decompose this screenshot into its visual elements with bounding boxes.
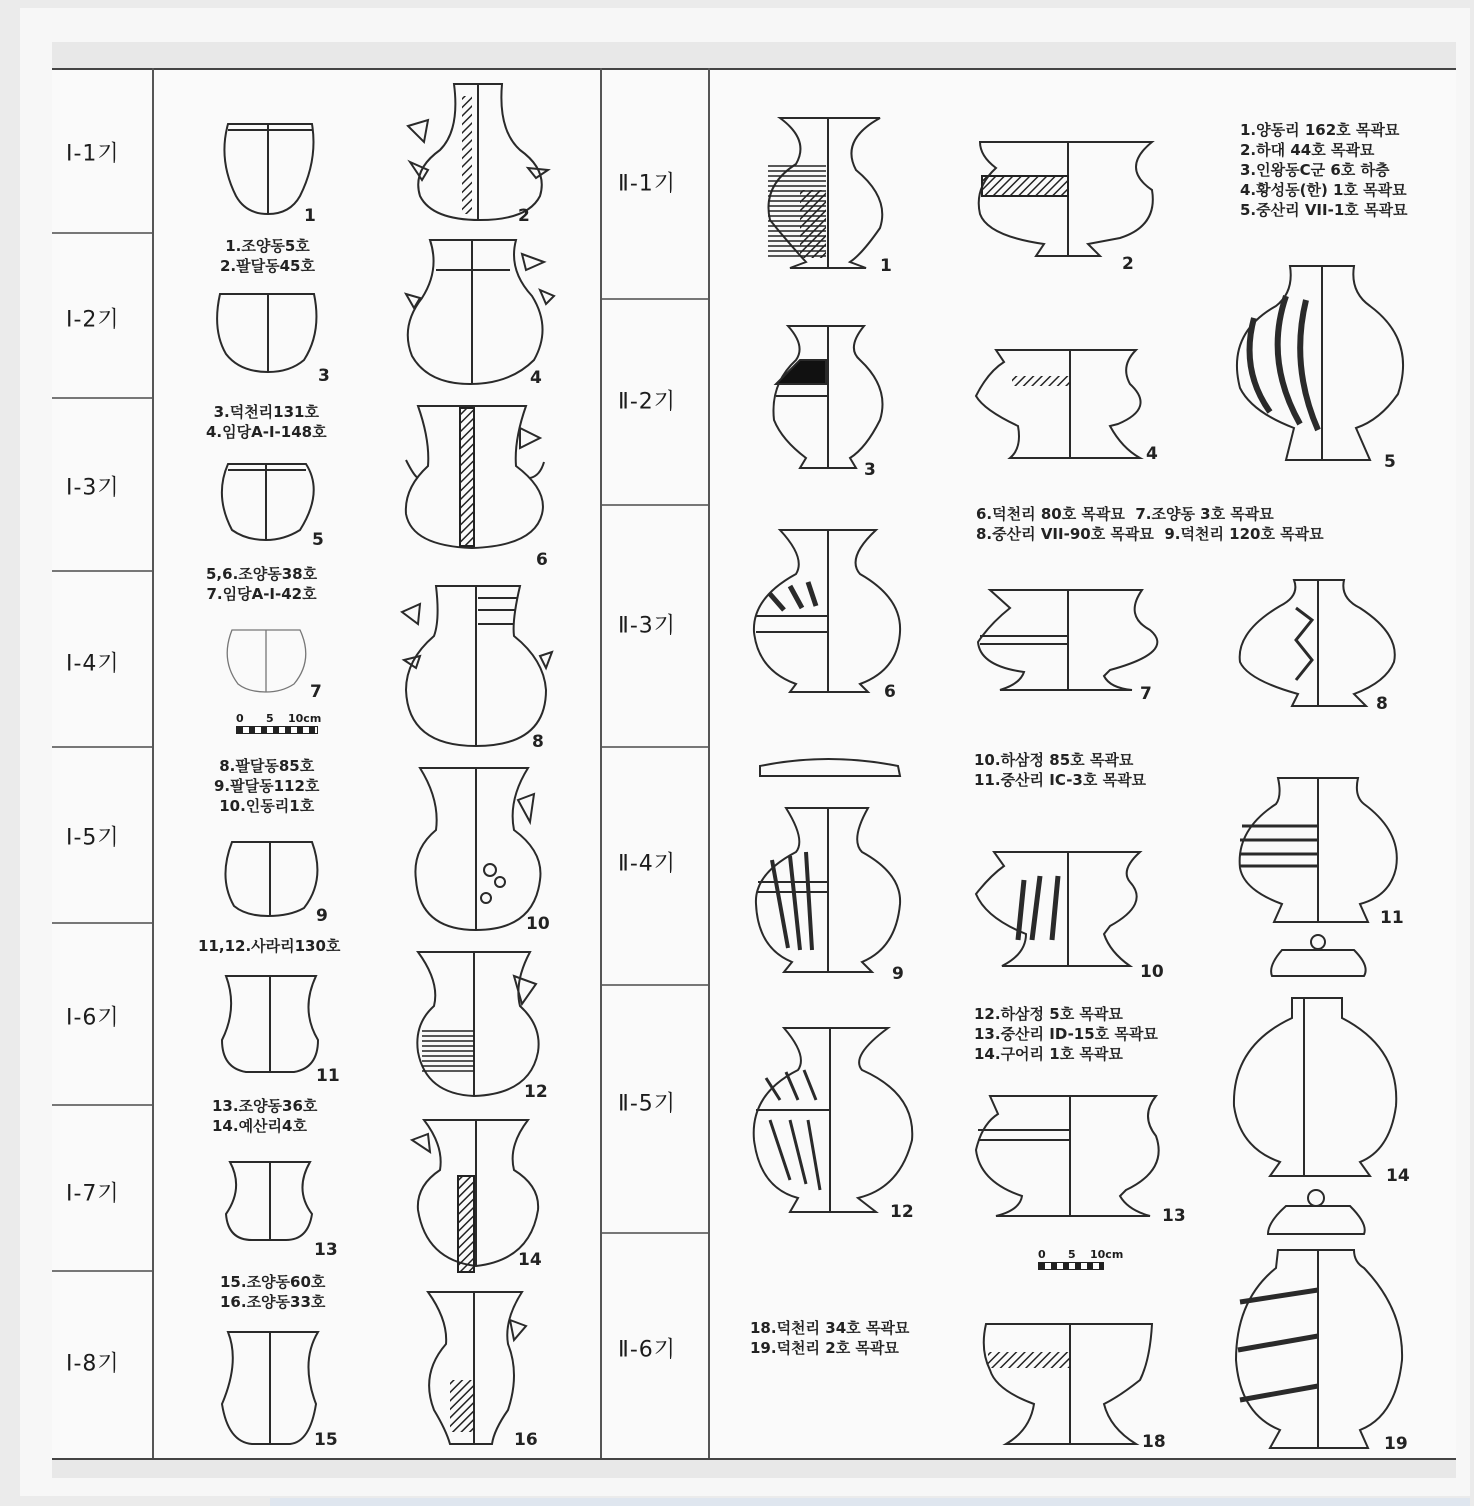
- caption: 10.하삼정 85호 목곽묘 11.중산리 IC-3호 목곽묘: [974, 751, 1147, 789]
- phase-label: Ⅰ-1기: [66, 141, 120, 167]
- caption: 3.덕천리131호 4.임당A-I-148호: [206, 403, 327, 441]
- caption: 1.조양동5호 2.팔달동45호: [220, 237, 315, 275]
- vessel-2-4: [976, 350, 1141, 458]
- phase-label: Ⅰ-6기: [66, 1005, 120, 1031]
- vessel-number: 12: [890, 1202, 914, 1222]
- vessel-number: 3: [318, 366, 330, 386]
- caption: 12.하삼정 5호 목곽묘 13.중산리 ID-15호 목곽묘 14.구어리 1호 목곽묘: [974, 1005, 1158, 1063]
- vessel-9: [225, 842, 317, 916]
- vessel-2-1: [768, 118, 882, 268]
- vessel-number: 8: [532, 732, 544, 752]
- vessel-number: 14: [518, 1250, 542, 1270]
- vessel-2: [408, 84, 548, 220]
- phase-label: Ⅱ-3기: [618, 613, 677, 639]
- vessel-number: 3: [864, 460, 876, 480]
- caption: 11,12.사라리130호: [198, 937, 341, 955]
- vessel-2-7: [978, 590, 1157, 690]
- vessel-number: 14: [1386, 1166, 1410, 1186]
- phase-label: Ⅱ-2기: [618, 389, 677, 415]
- phase-label: Ⅱ-1기: [618, 171, 677, 197]
- phase-label: Ⅱ-5기: [618, 1091, 677, 1117]
- vessel-number: 6: [884, 682, 896, 702]
- vessel-2-3: [773, 326, 882, 468]
- phase-label: Ⅰ-4기: [66, 651, 120, 677]
- vessel-2-10: [976, 852, 1140, 966]
- vessel-number: 7: [310, 682, 322, 702]
- vessel-6: [406, 406, 544, 548]
- vessel-number: 18: [1142, 1432, 1166, 1452]
- vessel-2-11: [1240, 778, 1397, 922]
- window-bottom-edge: [270, 1498, 1470, 1506]
- vessel-10: [415, 768, 540, 930]
- vessel-2-19-lid: [1268, 1190, 1365, 1234]
- vessel-number: 6: [536, 550, 548, 570]
- vessel-number: 13: [314, 1240, 338, 1260]
- vessel-2-8: [1240, 580, 1395, 706]
- vessel-2-14-lid: [1271, 935, 1366, 976]
- phase-label: Ⅱ-4기: [618, 851, 677, 877]
- phase-label: Ⅰ-8기: [66, 1351, 120, 1377]
- phase-label: Ⅰ-2기: [66, 307, 120, 333]
- vessel-2-14: [1234, 998, 1396, 1176]
- vessel-8: [402, 586, 552, 746]
- caption: 13.조양동36호 14.예산리4호: [212, 1097, 318, 1135]
- caption: 15.조양동60호 16.조양동33호: [220, 1273, 326, 1311]
- vessel-12: [417, 952, 538, 1096]
- vessel-number: 19: [1384, 1434, 1408, 1454]
- vessel-5: [222, 464, 314, 540]
- vessel-15: [222, 1332, 318, 1444]
- vessel-number: 15: [314, 1430, 338, 1450]
- vessel-3: [217, 294, 316, 372]
- vessel-number: 5: [312, 530, 324, 550]
- vessel-2-12: [754, 1028, 913, 1212]
- vessel-number: 5: [1384, 452, 1396, 472]
- vessel-number: 10: [1140, 962, 1164, 982]
- vessel-2-6: [754, 530, 900, 692]
- vessel-16: [428, 1292, 526, 1444]
- vessel-1: [224, 124, 313, 214]
- vessel-number: 1: [304, 206, 316, 226]
- vessel-2-19: [1236, 1250, 1402, 1448]
- vessel-number: 16: [514, 1430, 538, 1450]
- vessel-number: 13: [1162, 1206, 1186, 1226]
- vessel-4: [406, 240, 554, 384]
- vessel-number: 9: [316, 906, 328, 926]
- phase-label: Ⅰ-5기: [66, 825, 120, 851]
- vessel-number: 10: [526, 914, 550, 934]
- scale-bar: 0 5 10cm: [1036, 1248, 1126, 1272]
- phase-label: Ⅰ-7기: [66, 1181, 120, 1207]
- vessel-2-9: [756, 759, 900, 972]
- vessel-number: 2: [1122, 254, 1134, 274]
- vessel-2-13: [976, 1096, 1159, 1216]
- caption: 18.덕천리 34호 목곽묘 19.덕천리 2호 목곽묘: [750, 1319, 910, 1357]
- scale-bar: 0 5 10cm: [234, 712, 324, 736]
- vessel-number: 4: [1146, 444, 1158, 464]
- vessel-2-2: [979, 142, 1153, 256]
- vessel-7: [227, 630, 306, 692]
- vessel-11: [222, 976, 318, 1072]
- vessel-number: 1: [880, 256, 892, 276]
- vessel-13: [226, 1162, 312, 1240]
- vessel-number: 2: [518, 206, 530, 226]
- vessel-2-5: [1237, 266, 1403, 460]
- caption: 1.양동리 162호 목곽묘 2.하대 44호 목곽묘 3.인왕동C군 6호 하층 4.황성동(한) 1호 목곽묘 5.중산리 VII-1호 목곽묘: [1240, 121, 1408, 219]
- vessel-number: 4: [530, 368, 542, 388]
- phase-label: Ⅰ-3기: [66, 475, 120, 501]
- caption: 8.팔달동85호 9.팔달동112호 10.인동리1호: [214, 757, 320, 815]
- vessel-number: 9: [892, 964, 904, 984]
- vessel-number: 12: [524, 1082, 548, 1102]
- caption: 5,6.조양동38호 7.임당A-I-42호: [206, 565, 318, 603]
- vessel-number: 8: [1376, 694, 1388, 714]
- caption: 6.덕천리 80호 목곽묘 7.조양동 3호 목곽묘 8.중산리 VII-90호 목곽묘 9.덕천리 120호 목곽묘: [976, 505, 1324, 543]
- phase-label: Ⅱ-6기: [618, 1337, 677, 1363]
- vessel-2-18: [984, 1324, 1152, 1444]
- vessel-number: 11: [1380, 908, 1404, 928]
- vessel-number: 7: [1140, 684, 1152, 704]
- vessel-number: 11: [316, 1066, 340, 1086]
